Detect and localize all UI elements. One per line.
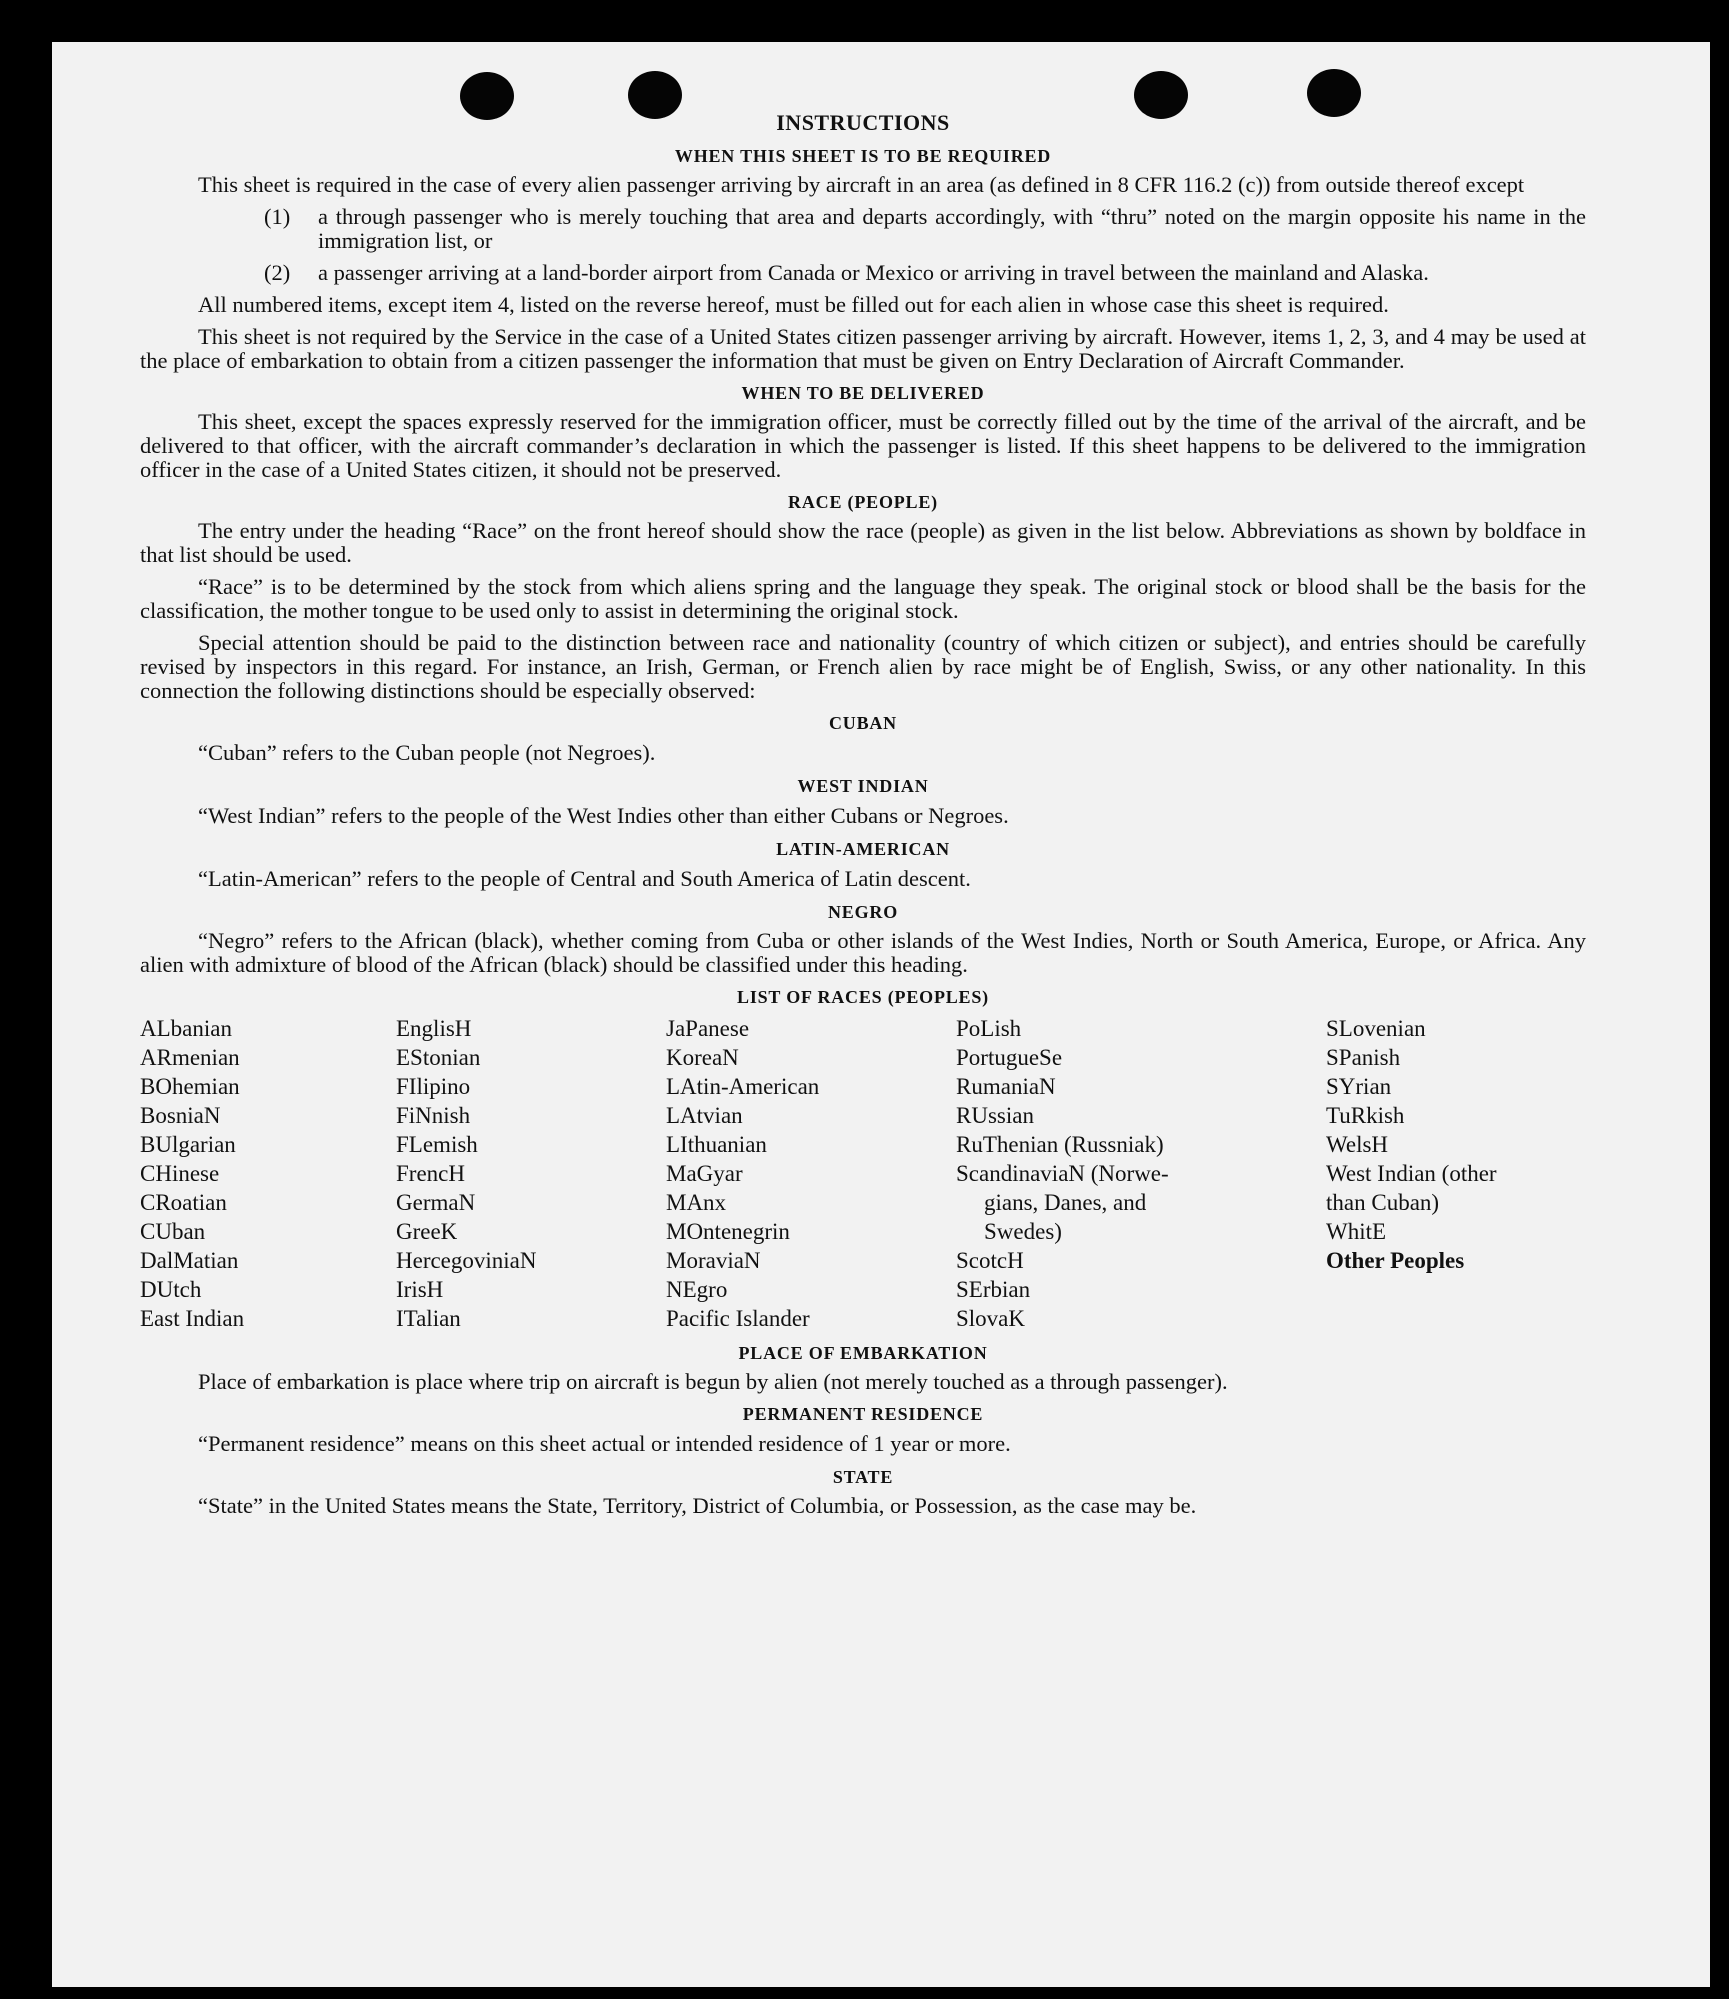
- paragraph: This sheet is not required by the Service in the case of a United States citizen passenger arriving by aircraft. However, items 1, 2, 3, and 4 may be used at the place of embarkation to obtain from a citizen passenger the information that must be given on Entry Declaration of Aircraft Commander.: [140, 324, 1586, 373]
- race-item: ScandinaviaN (Norwe-: [956, 1161, 1169, 1186]
- paragraph: “West Indian” refers to the people of the West Indies other than either Cubans or Negroes.: [198, 803, 1009, 828]
- race-item: DUtch: [140, 1277, 202, 1302]
- race-item: LAtin-American: [666, 1074, 820, 1099]
- race-item: PoLish: [956, 1016, 1022, 1041]
- race-column: [666, 1014, 956, 1333]
- race-item: Pacific Islander: [666, 1306, 810, 1331]
- section-heading: LATIN-AMERICAN: [776, 839, 950, 859]
- race-item: than Cuban): [1326, 1190, 1440, 1215]
- section-heading: NEGRO: [827, 902, 898, 922]
- race-item: BosniaN: [140, 1103, 221, 1128]
- race-item: WhitE: [1326, 1219, 1387, 1244]
- race-item: SlovaK: [956, 1306, 1025, 1331]
- paragraph: “State” in the United States means the State, Territory, District of Columbia, or Possession, as the case may be.: [198, 1493, 1197, 1518]
- race-item: FLemish: [396, 1132, 478, 1157]
- page-title: INSTRUCTIONS: [776, 110, 950, 135]
- section-heading: WHEN THIS SHEET IS TO BE REQUIRED: [674, 146, 1052, 166]
- section-heading: WHEN TO BE DELIVERED: [741, 383, 985, 403]
- race-item: SErbian: [956, 1277, 1031, 1302]
- paragraph: “Negro” refers to the African (black), whether coming from Cuba or other islands of the West Indies, North or South America, Europe, or Africa. Any alien with admixture of blood of the African (black) should be classified under this heading.: [140, 928, 1586, 977]
- paragraph: The entry under the heading “Race” on the front hereof should show the race (people) as given in the list below. Abbreviations as shown by boldface in that list should be used.: [140, 518, 1586, 567]
- race-item: JaPanese: [666, 1016, 750, 1041]
- race-item: MOntenegrin: [666, 1219, 790, 1244]
- race-item: EStonian: [396, 1045, 481, 1070]
- race-item: RuThenian (Russniak): [956, 1132, 1164, 1157]
- race-item: HercegoviniaN: [396, 1248, 537, 1273]
- race-item: Swedes): [984, 1219, 1062, 1244]
- race-item: LAtvian: [666, 1103, 743, 1128]
- paragraph: Special attention should be paid to the distinction between race and nationality (country of which citizen or subject), and entries should be carefully revised by inspectors in this regard. For instance, an Irish, German, or French alien by race might be of English, Swiss, or any other nationality. In this connection the following distinctions should be especially observed:: [140, 630, 1586, 703]
- race-item: NEgro: [666, 1277, 728, 1302]
- race-item: CRoatian: [140, 1190, 227, 1215]
- race-item: SYrian: [1326, 1074, 1392, 1099]
- paragraph: Place of embarkation is place where trip on aircraft is begun by alien (not merely touched as a through passenger).: [198, 1369, 1228, 1394]
- race-item: DalMatian: [140, 1248, 239, 1273]
- race-item: KoreaN: [666, 1045, 739, 1070]
- race-item: gians, Danes, and: [984, 1190, 1147, 1215]
- race-item: RumaniaN: [956, 1074, 1056, 1099]
- item-text: a passenger arriving at a land-border airport from Canada or Mexico or arriving in travel between the mainland and Alaska.: [318, 260, 1429, 285]
- race-item: IrisH: [396, 1277, 444, 1302]
- race-item: PortugueSe: [956, 1045, 1063, 1070]
- paragraph: This sheet is required in the case of every alien passenger arriving by aircraft in an area (as defined in 8 CFR 116.2 (c)) from outside thereof except: [198, 172, 1525, 197]
- section-heading: WEST INDIAN: [797, 776, 929, 796]
- race-item: Other Peoples: [1326, 1248, 1465, 1273]
- race-column: [396, 1014, 666, 1333]
- paragraph: “Latin-American” refers to the people of Central and South America of Latin descent.: [198, 866, 971, 891]
- section-heading: RACE (PEOPLE): [788, 492, 938, 512]
- race-item: FiNnish: [396, 1103, 471, 1128]
- race-item: SPanish: [1326, 1045, 1401, 1070]
- race-item: ARmenian: [140, 1045, 240, 1070]
- instructions-content: [140, 110, 1586, 1526]
- race-item: West Indian (other: [1326, 1161, 1497, 1186]
- race-item: CHinese: [140, 1161, 220, 1186]
- race-item: TuRkish: [1326, 1103, 1405, 1128]
- race-list: [140, 1014, 1586, 1333]
- race-item: GreeK: [396, 1219, 458, 1244]
- race-item: ITalian: [396, 1306, 461, 1331]
- list-item: [140, 261, 1586, 285]
- race-item: FrencH: [396, 1161, 465, 1186]
- race-column: [956, 1014, 1326, 1333]
- race-item: BUlgarian: [140, 1132, 236, 1157]
- race-column: [1326, 1014, 1586, 1333]
- race-item: EnglisH: [396, 1016, 472, 1041]
- paragraph: This sheet, except the spaces expressly reserved for the immigration officer, must be correctly filled out by the time of the arrival of the aircraft, and be delivered to that officer, with the aircraft commander’s declaration in which the passenger is listed. If this sheet happens to be delivered to the immigration officer in the case of a United States citizen, it should not be preserved.: [140, 409, 1586, 482]
- race-item: ALbanian: [140, 1016, 232, 1041]
- race-item: East Indian: [140, 1306, 245, 1331]
- paragraph: “Cuban” refers to the Cuban people (not Negroes).: [198, 740, 656, 765]
- race-item: FIlipino: [396, 1074, 471, 1099]
- race-item: RUssian: [956, 1103, 1034, 1128]
- section-heading: PLACE OF EMBARKATION: [738, 1343, 988, 1363]
- section-heading: LIST OF RACES (PEOPLES): [737, 987, 989, 1007]
- section-heading: PERMANENT RESIDENCE: [742, 1404, 984, 1424]
- item-number: (2): [264, 260, 291, 285]
- section-heading: STATE: [832, 1467, 894, 1487]
- item-text: a through passenger who is merely touching that area and departs accordingly, with “thru” noted on the margin opposite his name in the immigration list, or: [318, 204, 1586, 253]
- race-item: BOhemian: [140, 1074, 240, 1099]
- race-item: GermaN: [396, 1190, 476, 1215]
- race-item: WelsH: [1326, 1132, 1389, 1157]
- race-item: ScotcH: [956, 1248, 1024, 1273]
- race-item: MoraviaN: [666, 1248, 761, 1273]
- paragraph: “Permanent residence” means on this sheet actual or intended residence of 1 year or more.: [198, 1431, 1011, 1456]
- race-item: MAnx: [666, 1190, 727, 1215]
- section-heading: CUBAN: [828, 713, 897, 733]
- race-item: SLovenian: [1326, 1016, 1426, 1041]
- item-number: (1): [264, 204, 291, 229]
- race-item: MaGyar: [666, 1161, 743, 1186]
- document-page: [52, 42, 1710, 1987]
- race-column: [140, 1014, 396, 1333]
- race-item: LIthuanian: [666, 1132, 767, 1157]
- paragraph: “Race” is to be determined by the stock from which aliens spring and the language they speak. The original stock or blood shall be the basis for the classification, the mother tongue to be used only to assist in determining the original stock.: [140, 574, 1586, 623]
- list-item: [140, 205, 1586, 253]
- paragraph: All numbered items, except item 4, listed on the reverse hereof, must be filled out for each alien in whose case this sheet is required.: [198, 292, 1389, 317]
- race-item: CUban: [140, 1219, 206, 1244]
